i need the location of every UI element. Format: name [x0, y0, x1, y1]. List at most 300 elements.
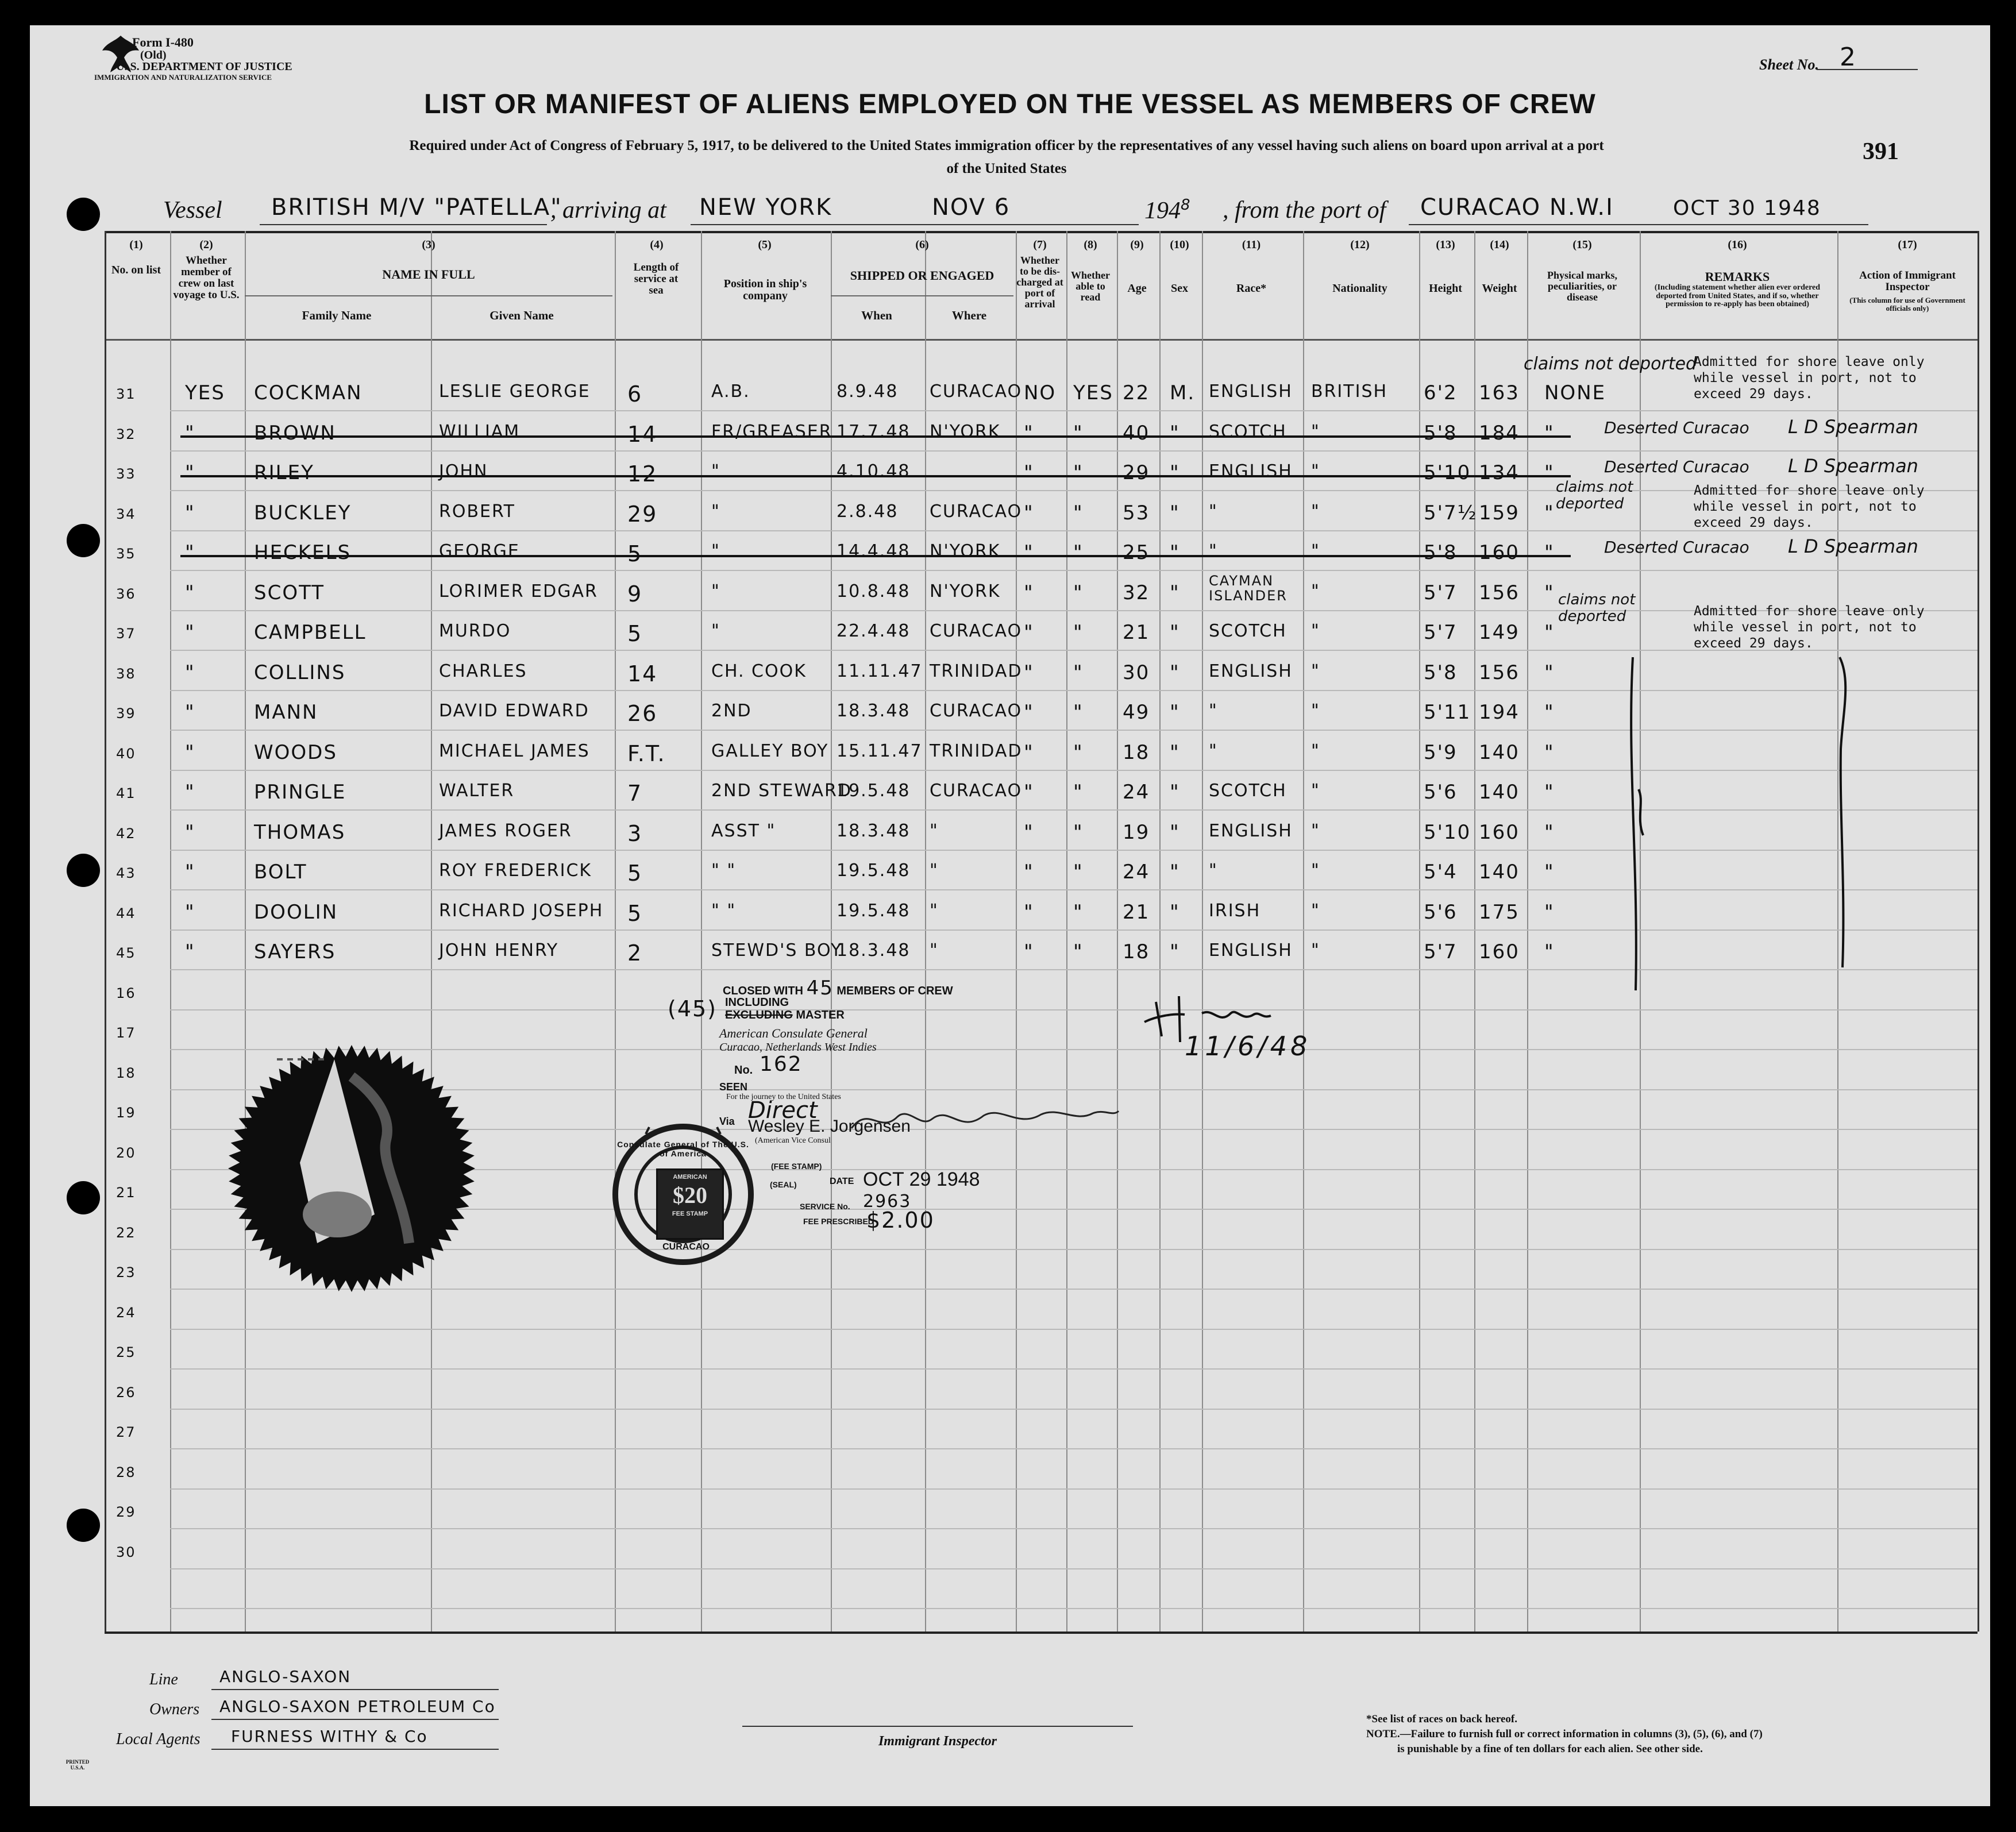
cell-marks: "	[1544, 781, 1555, 804]
printer-mark: PRINTED U.S.A.	[65, 1759, 90, 1771]
fee-stamp-value: $20	[673, 1182, 707, 1208]
cell-weight: 159	[1479, 501, 1520, 524]
row-number: 21	[116, 1185, 136, 1201]
cell-position: "	[711, 541, 720, 561]
cell-sex: "	[1170, 701, 1180, 724]
cell-sex: "	[1170, 861, 1180, 884]
seal-ring-text: Consulate General of The U.S. of America	[617, 1140, 749, 1158]
cell-read: "	[1073, 461, 1084, 484]
cell-sex: "	[1170, 820, 1180, 844]
line-value: ANGLO-SAXON	[219, 1667, 352, 1686]
cell-marks: "	[1544, 701, 1555, 724]
punch-hole	[67, 198, 100, 231]
column-line	[1117, 231, 1118, 1632]
owners-underline	[211, 1719, 499, 1720]
col-6-number: (6)	[915, 238, 929, 251]
cell-sex: "	[1170, 541, 1180, 564]
cell-when: 19.5.48	[837, 900, 911, 921]
cell-discharged: "	[1024, 581, 1034, 604]
row-number: 39	[116, 705, 136, 722]
cell-prev: "	[185, 541, 195, 564]
column-line	[105, 231, 106, 1632]
cell-given: CHARLES	[439, 661, 527, 681]
sheet-label: Sheet No.	[1759, 56, 1819, 73]
cell-age: 49	[1123, 701, 1150, 724]
remark-claims-1: claims not deported	[1524, 354, 1697, 374]
row-number: 18	[116, 1065, 136, 1081]
strike-through-line	[180, 555, 1571, 557]
consulate-line-1: American Consulate General	[719, 1026, 868, 1040]
cell-marks: "	[1544, 541, 1555, 564]
cell-service: 5	[627, 621, 643, 646]
cell-position: " "	[711, 861, 737, 881]
cell-when: 18.3.48	[837, 701, 911, 721]
row-line	[170, 1528, 1978, 1529]
cell-service: 29	[627, 501, 658, 527]
cell-position: FR/GREASER	[711, 421, 832, 442]
cell-prev: "	[185, 781, 195, 804]
row-number: 25	[116, 1344, 136, 1360]
consulate-line-2: Curacao, Netherlands West Indies	[719, 1041, 877, 1054]
cell-where: N'YORK	[930, 541, 1001, 561]
cell-when: 14.4.48	[837, 541, 911, 561]
cell-read: "	[1073, 820, 1084, 844]
cell-age: 18	[1123, 740, 1150, 764]
cell-height: 5'6	[1424, 900, 1458, 924]
cell-read: "	[1073, 541, 1084, 564]
subtitle-1: Required under Act of Congress of February 5, 1917, to be delivered to the United States immigration officer by the representatives of any vessel having such aliens on board upon arrival at a port	[409, 138, 1604, 153]
row-line	[170, 410, 1978, 411]
col-14-number: (14)	[1490, 238, 1509, 251]
col-7-number: (7)	[1033, 238, 1047, 251]
cell-nationality: "	[1311, 461, 1320, 481]
row-number: 20	[116, 1144, 136, 1161]
cell-nationality: "	[1311, 861, 1320, 881]
cell-height: 5'7	[1424, 621, 1458, 644]
column-line	[431, 231, 432, 1632]
cell-nationality: "	[1311, 900, 1320, 921]
cell-where: CURACAO	[930, 381, 1023, 402]
row-number: 45	[116, 945, 136, 961]
cell-given: WALTER	[439, 781, 515, 801]
cell-race: IRISH	[1209, 900, 1261, 921]
admitted-2-line-b: while vessel in port, not to	[1694, 499, 1917, 514]
cell-where: CURACAO	[930, 701, 1023, 721]
cell-race: "	[1209, 861, 1218, 881]
via-value: Direct	[748, 1097, 818, 1124]
cell-sex: M.	[1170, 381, 1196, 404]
cell-given: LESLIE GEORGE	[439, 381, 591, 402]
cell-position: "	[711, 501, 720, 522]
col-3b-label: Given Name	[489, 308, 554, 322]
col-7-label: Whether to be dis-charged at port of arrival	[1016, 254, 1063, 310]
cell-read: "	[1073, 421, 1084, 445]
cell-race: SCOTCH	[1209, 621, 1287, 641]
cell-age: 40	[1123, 421, 1150, 445]
cell-given: DAVID EDWARD	[439, 701, 589, 721]
col-3-label: NAME IN FULL	[382, 267, 475, 281]
cell-read: "	[1073, 781, 1084, 804]
cell-given: ROY FREDERICK	[439, 861, 592, 881]
year-prefix: 194	[1144, 198, 1181, 224]
row-line	[170, 1368, 1978, 1370]
row-number: 43	[116, 865, 136, 881]
cell-sex: "	[1170, 421, 1180, 445]
excluding-master	[725, 1009, 845, 1022]
department: U. S. DEPARTMENT OF JUSTICE	[116, 60, 292, 73]
col-17-label: Action of Immigrant Inspector	[1859, 269, 1956, 293]
cell-height: 5'6	[1424, 781, 1458, 804]
cell-family: DOOLIN	[254, 900, 338, 924]
cell-weight: 160	[1479, 940, 1520, 963]
cell-service: F.T.	[627, 740, 666, 766]
master-label: MASTER	[796, 1009, 845, 1021]
remark-deserted-3: Deserted Curacao	[1604, 538, 1749, 557]
cell-given: ROBERT	[439, 501, 515, 522]
cell-sex: "	[1170, 661, 1180, 684]
col-16-label: REMARKS	[1705, 269, 1770, 284]
date-value: OCT 29 1948	[863, 1168, 980, 1190]
group-header-line	[245, 295, 612, 296]
cell-position: " "	[711, 900, 737, 921]
column-line	[1159, 231, 1161, 1632]
cell-age: 19	[1123, 820, 1150, 844]
cell-prev: "	[185, 501, 195, 524]
cell-read: "	[1073, 621, 1084, 644]
row-line	[170, 1488, 1978, 1490]
column-line	[1527, 231, 1528, 1632]
cell-prev: "	[185, 461, 195, 484]
cell-where: "	[930, 900, 939, 921]
column-line	[1474, 231, 1475, 1632]
journey-label: For the journey to the United States	[726, 1093, 841, 1101]
cell-nationality: "	[1311, 421, 1320, 442]
cell-marks: "	[1544, 940, 1555, 963]
date-label: DATE	[830, 1177, 854, 1186]
row-number: 44	[116, 905, 136, 921]
vessel-underline	[260, 224, 547, 225]
cell-sex: "	[1170, 900, 1180, 924]
cell-family: RILEY	[254, 461, 314, 484]
cell-marks: "	[1544, 900, 1555, 924]
cell-race: ENGLISH	[1209, 381, 1293, 402]
cell-family: BROWN	[254, 421, 336, 445]
seen-label: SEEN	[719, 1081, 748, 1093]
col-9-number: (9)	[1130, 238, 1144, 251]
cell-position: CH. COOK	[711, 661, 807, 681]
col-16-sublabel: (Including statement whether alien ever ordered deported from United States, and if so, whether permission to re-apply has been obtained)	[1654, 283, 1821, 309]
excluding-label: EXCLUDING	[725, 1009, 793, 1021]
cell-weight: 184	[1479, 421, 1520, 445]
col-11-number: (11)	[1242, 238, 1261, 251]
form-old: (Old)	[140, 49, 167, 61]
fee-stamp-label: (FEE STAMP)	[771, 1162, 822, 1171]
cell-service: 5	[627, 900, 643, 926]
cell-prev: "	[185, 740, 195, 764]
col-8-label: Whether able to read	[1071, 269, 1110, 303]
cell-age: 22	[1123, 381, 1150, 404]
col-10-label: Sex	[1171, 282, 1188, 295]
remark-deserted-1: Deserted Curacao	[1604, 418, 1749, 437]
row-number: 22	[116, 1224, 136, 1241]
cell-position: "	[711, 461, 720, 481]
admitted-1-line-a: Admitted for shore leave only	[1694, 354, 1925, 369]
closed-count: 45	[806, 977, 834, 1000]
cell-nationality: BRITISH	[1311, 381, 1388, 402]
cell-weight: 160	[1479, 820, 1520, 844]
cell-sex: "	[1170, 781, 1180, 804]
row-number: 27	[116, 1424, 136, 1440]
arrival-date: NOV 6	[932, 194, 1011, 221]
cell-sex: "	[1170, 501, 1180, 524]
cell-discharged: "	[1024, 740, 1034, 764]
cell-marks: "	[1544, 501, 1555, 524]
cell-where: "	[930, 940, 939, 961]
cell-sex: "	[1170, 621, 1180, 644]
service-no-label: SERVICE No.	[800, 1202, 850, 1211]
arrival-year	[1144, 196, 1192, 225]
inspector-label: Immigrant Inspector	[878, 1734, 997, 1749]
column-line	[1419, 231, 1420, 1632]
remark-initials-3: L D Spearman	[1788, 535, 1918, 557]
cell-sex: "	[1170, 461, 1180, 484]
page-title: LIST OR MANIFEST OF ALIENS EMPLOYED ON THE VESSEL AS MEMBERS OF CREW	[424, 89, 1596, 119]
col-15-label: Physical marks, peculiarities, or disease	[1547, 269, 1617, 303]
cell-nationality: "	[1311, 621, 1320, 641]
sheet-underline	[1817, 69, 1918, 70]
cell-where: N'YORK	[930, 421, 1001, 442]
col-1-number: (1)	[129, 238, 143, 251]
cell-position: GALLEY BOY	[711, 740, 829, 761]
col-6-label: SHIPPED OR ENGAGED	[850, 268, 994, 283]
cell-service: 26	[627, 701, 658, 726]
cell-when: 11.11.47	[837, 661, 923, 681]
row-number: 36	[116, 585, 136, 602]
cell-prev: "	[185, 661, 195, 684]
cell-family: COCKMAN	[254, 381, 363, 404]
admitted-3-line-c: exceed 29 days.	[1694, 636, 1813, 651]
cell-race: "	[1209, 541, 1218, 561]
cell-weight: 194	[1479, 701, 1520, 724]
cell-age: 30	[1123, 661, 1150, 684]
cell-family: WOODS	[254, 740, 337, 764]
cell-race: ENGLISH	[1209, 820, 1293, 841]
row-line	[170, 1409, 1978, 1410]
fee-stamp-top: AMERICAN	[673, 1174, 707, 1181]
cell-discharged: "	[1024, 661, 1034, 684]
fee-stamp-bottom: FEE STAMP	[672, 1210, 708, 1217]
cell-age: 32	[1123, 581, 1150, 604]
row-line	[170, 1009, 1978, 1011]
vessel-label: Vessel	[163, 197, 222, 223]
row-number: 28	[116, 1464, 136, 1480]
cell-discharged: "	[1024, 461, 1034, 484]
cell-read: "	[1073, 501, 1084, 524]
row-line	[170, 1448, 1978, 1449]
departure-date: OCT 30 1948	[1673, 196, 1821, 220]
remark-claims-2: claims not deported	[1556, 479, 1633, 512]
cell-service: 7	[627, 781, 643, 806]
cell-age: 25	[1123, 541, 1150, 564]
col-6b-label: Where	[951, 308, 987, 322]
cell-height: 5'10	[1424, 461, 1471, 484]
row-number: 19	[116, 1105, 136, 1121]
admitted-2-line-c: exceed 29 days.	[1694, 515, 1813, 530]
col-16-number: (16)	[1728, 238, 1747, 251]
cell-marks: "	[1544, 820, 1555, 844]
embossed-seal-icon	[202, 1025, 524, 1312]
cell-weight: 140	[1479, 861, 1520, 884]
cell-height: 5'7	[1424, 940, 1458, 963]
cell-discharged: "	[1024, 701, 1034, 724]
cell-where: N'YORK	[930, 581, 1001, 601]
cell-given: LORIMER EDGAR	[439, 581, 598, 601]
subtitle-2: of the United States	[946, 161, 1067, 176]
cell-position: 2ND STEWARD	[711, 781, 852, 801]
cell-nationality: "	[1311, 740, 1320, 761]
cell-given: JOHN	[439, 461, 488, 481]
manifest-sheet	[30, 25, 1990, 1806]
seal-city: CURACAO	[662, 1242, 710, 1252]
col-3a-label: Family Name	[302, 308, 372, 322]
arriving-port: NEW YORK	[699, 194, 832, 221]
cell-weight: 156	[1479, 581, 1520, 604]
cell-family: SCOTT	[254, 581, 325, 604]
remark-claims-3: claims not deported	[1558, 591, 1636, 625]
cell-nationality: "	[1311, 541, 1320, 561]
cell-marks: "	[1544, 581, 1555, 604]
departure-port: CURACAO N.W.I	[1420, 194, 1614, 221]
cell-read: "	[1073, 861, 1084, 884]
cell-discharged: "	[1024, 781, 1034, 804]
cell-service: 5	[627, 861, 643, 886]
cell-race: SCOTCH	[1209, 421, 1287, 442]
row-number: 37	[116, 626, 136, 642]
cell-discharged: "	[1024, 421, 1034, 445]
admitted-1-line-b: while vessel in port, not to	[1694, 371, 1917, 385]
via-label: Via	[719, 1116, 735, 1127]
row-number: 41	[116, 785, 136, 801]
owners-label: Owners	[149, 1700, 200, 1718]
cell-prev: "	[185, 861, 195, 884]
column-line	[1016, 231, 1017, 1632]
col-4-label: Length of service at sea	[633, 261, 679, 296]
col-10-number: (10)	[1170, 238, 1189, 251]
seal-label: (SEAL)	[770, 1180, 797, 1189]
cell-when: 18.3.48	[837, 820, 911, 841]
cell-service: 9	[627, 581, 643, 607]
cell-height: 5'8	[1424, 421, 1458, 445]
row-number: 17	[116, 1025, 136, 1041]
col-8-number: (8)	[1084, 238, 1097, 251]
cell-weight: 156	[1479, 661, 1520, 684]
line-label: Line	[149, 1671, 178, 1688]
col-2-label: Whether member of crew on last voyage to U.S.	[173, 254, 240, 301]
row-number: 23	[116, 1264, 136, 1281]
admitted-stamp-1	[1694, 354, 1925, 402]
col-9-label: Age	[1127, 282, 1147, 295]
cell-sex: "	[1170, 740, 1180, 764]
page-number: 391	[1863, 138, 1899, 165]
row-line	[170, 1329, 1978, 1330]
inspector-date: 11/6/48	[1185, 1031, 1311, 1062]
agents-label: Local Agents	[116, 1730, 201, 1748]
cell-where: TRINIDAD	[930, 740, 1023, 761]
cell-prev: YES	[185, 381, 225, 404]
cell-given: MICHAEL JAMES	[439, 740, 590, 761]
col-11-label: Race*	[1236, 282, 1267, 295]
cell-service: 2	[627, 940, 643, 966]
cell-family: MANN	[254, 701, 318, 724]
vice-consul-name: Wesley E. Jorgensen	[748, 1117, 911, 1136]
cell-given: WILLIAM	[439, 421, 521, 442]
cell-marks: "	[1544, 461, 1555, 484]
arriving-label: , arriving at	[550, 197, 666, 223]
cell-position: A.B.	[711, 381, 750, 402]
row-number: 40	[116, 745, 136, 762]
cell-sex: "	[1170, 940, 1180, 963]
cell-read: YES	[1073, 381, 1113, 404]
row-line	[170, 1608, 1978, 1609]
cell-discharged: NO	[1024, 381, 1057, 404]
col-15-number: (15)	[1572, 238, 1592, 251]
cell-service: 3	[627, 820, 643, 846]
agents-underline	[211, 1749, 499, 1750]
admitted-1-line-c: exceed 29 days.	[1694, 387, 1813, 402]
cell-nationality: "	[1311, 501, 1320, 522]
cell-height: 5'7	[1424, 581, 1458, 604]
col-17-number: (17)	[1898, 238, 1917, 251]
remark-deserted-2: Deserted Curacao	[1604, 457, 1749, 476]
punch-hole	[67, 1181, 100, 1214]
cell-height: 5'9	[1424, 740, 1458, 764]
cell-race: ENGLISH	[1209, 461, 1293, 481]
col-6a-label: When	[861, 308, 892, 322]
cell-age: 53	[1123, 501, 1150, 524]
cell-race: SCOTCH	[1209, 781, 1287, 801]
cell-given: RICHARD JOSEPH	[439, 900, 604, 921]
fee-prescribed-value: $2.00	[866, 1208, 935, 1233]
cell-when: 19.5.48	[837, 861, 911, 881]
consulate-no-value: 162	[760, 1052, 803, 1076]
cell-prev: "	[185, 940, 195, 963]
cell-nationality: "	[1311, 701, 1320, 721]
cell-age: 18	[1123, 940, 1150, 963]
cell-position: STEWD'S BOY	[711, 940, 843, 961]
owners-value: ANGLO-SAXON PETROLEUM Co	[219, 1697, 496, 1716]
row-number: 32	[116, 426, 136, 442]
row-number: 30	[116, 1544, 136, 1560]
column-line	[1303, 231, 1304, 1632]
cell-nationality: "	[1311, 820, 1320, 841]
punch-hole	[67, 854, 100, 887]
col-13-label: Height	[1429, 282, 1462, 295]
cell-prev: "	[185, 581, 195, 604]
punch-hole	[67, 524, 100, 557]
remark-initials-2: L D Spearman	[1788, 455, 1918, 477]
cell-age: 21	[1123, 900, 1150, 924]
cell-where: TRINIDAD	[930, 661, 1023, 681]
consulate-no-label: No.	[734, 1064, 753, 1077]
row-number: 38	[116, 665, 136, 682]
cell-discharged: "	[1024, 621, 1034, 644]
cell-prev: "	[185, 701, 195, 724]
form-number: Form I-480	[132, 35, 194, 49]
cell-given: JAMES ROGER	[439, 820, 572, 841]
strike-through-line	[180, 475, 1571, 477]
cell-discharged: "	[1024, 820, 1034, 844]
cell-read: "	[1073, 900, 1084, 924]
